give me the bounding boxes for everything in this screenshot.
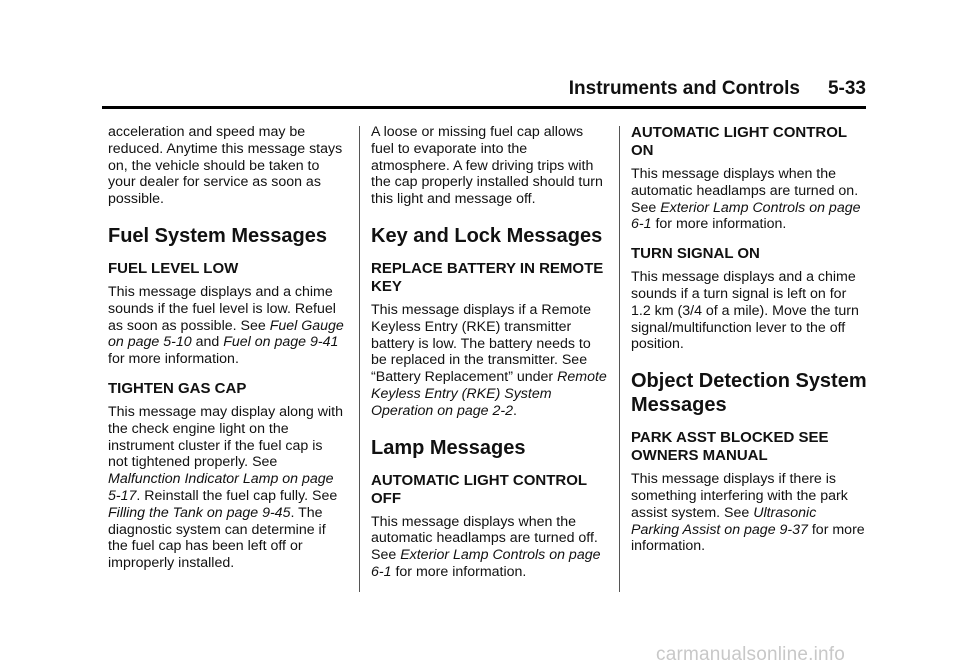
heading-park-asst-blocked: PARK ASST BLOCKED SEE OWNERS MANUAL (631, 429, 829, 465)
cross-reference-link[interactable]: Filling the Tank on page 9-45 (108, 504, 291, 521)
text: and (191, 334, 224, 351)
paragraph: acceleration and speed may be reduced. Anytime this message stays on, the vehicle should be taken to your dealer for service as soon as possible. (108, 124, 343, 208)
column-divider (619, 126, 620, 592)
paragraph-replace-battery (371, 302, 607, 420)
text: This message displays if there is something interfering with the park assist system. See (631, 471, 848, 521)
text: This message displays if a Remote Keyless Entry (RKE) transmitter battery is low. The battery needs to be replaced in the transmitter. See “Battery Replacement” under (371, 301, 591, 386)
paragraph-automatic-light-off (371, 514, 607, 581)
text: . Reinstall the fuel cap fully. See (136, 487, 338, 504)
heading-automatic-light-control-on: AUTOMATIC LIGHT CONTROL ON (631, 124, 847, 159)
section-title: Instruments and Controls (568, 78, 800, 99)
watermark: carmanualsonline.info (656, 644, 846, 665)
page-header (102, 74, 866, 109)
cross-reference-link[interactable]: Exterior Lamp Controls on page 6-1 (371, 547, 601, 580)
text: . (512, 402, 517, 419)
paragraph: A loose or missing fuel cap allows fuel to evaporate into the atmosphere. A few driving trips with the cap properly installed should turn this light and message off. (371, 124, 603, 208)
column-1 (108, 124, 344, 582)
text: for more information. (391, 563, 527, 580)
heading-key-and-lock-messages: Key and Lock Messages (371, 224, 603, 247)
cross-reference-link[interactable]: Fuel Gauge on page 5-10 (108, 317, 344, 351)
text: This message may display along with the check engine light on the instrument cluster if the fuel cap is not tightened properly. See (108, 403, 343, 471)
paragraph-turn-signal: This message displays and a chime sounds if a turn signal is left on for 1.2 km (3/4 of a mile). Move the turn signal/multifunction lever to the off position. (631, 269, 859, 353)
text: This message displays when the automatic headlamps are turned on. See (631, 166, 859, 216)
paragraph-fuel-level-low (108, 284, 344, 368)
page-number: 5-33 (827, 78, 866, 99)
heading-tighten-gas-cap: TIGHTEN GAS CAP (108, 379, 247, 397)
text: for more information. (108, 351, 239, 368)
cross-reference-link[interactable]: Ultrasonic Parking Assist on page 9-37 (631, 504, 817, 538)
cross-reference-link[interactable]: Malfunction Indicator Lamp on page 5-17 (108, 471, 334, 504)
heading-fuel-level-low: FUEL LEVEL LOW (108, 259, 239, 277)
heading-fuel-system-messages: Fuel System Messages (108, 224, 327, 247)
column-3 (631, 124, 867, 565)
text: for more information. (631, 521, 865, 555)
text: . The diagnostic system can determine if the fuel cap has been left off or improperly installed. (108, 504, 326, 572)
text: This message displays and a chime sounds if the fuel level is low. Refuel as soon as possible. See (108, 283, 336, 334)
heading-object-detection-system-messages: Object Detection System Messages (631, 370, 867, 417)
column-2 (371, 124, 607, 591)
paragraph-park-asst (631, 471, 867, 555)
cross-reference-link[interactable]: Exterior Lamp Controls on page 6-1 (631, 199, 861, 233)
paragraph-automatic-light-on (631, 166, 867, 233)
text: This message displays when the automatic headlamps are turned off. See (371, 513, 598, 564)
heading-replace-battery: REPLACE BATTERY IN REMOTE KEY (371, 259, 604, 295)
heading-turn-signal-on: TURN SIGNAL ON (631, 245, 760, 263)
cross-reference-link[interactable]: Remote Keyless Entry (RKE) System Operation on page 2-2 (371, 369, 607, 419)
heading-automatic-light-control-off: AUTOMATIC LIGHT CONTROL OFF (371, 471, 587, 507)
paragraph-tighten-gas-cap (108, 404, 344, 572)
cross-reference-link[interactable]: Fuel on page 9-41 (223, 334, 339, 351)
heading-lamp-messages: Lamp Messages (371, 436, 526, 459)
column-divider (359, 126, 360, 592)
text: for more information. (651, 216, 787, 233)
